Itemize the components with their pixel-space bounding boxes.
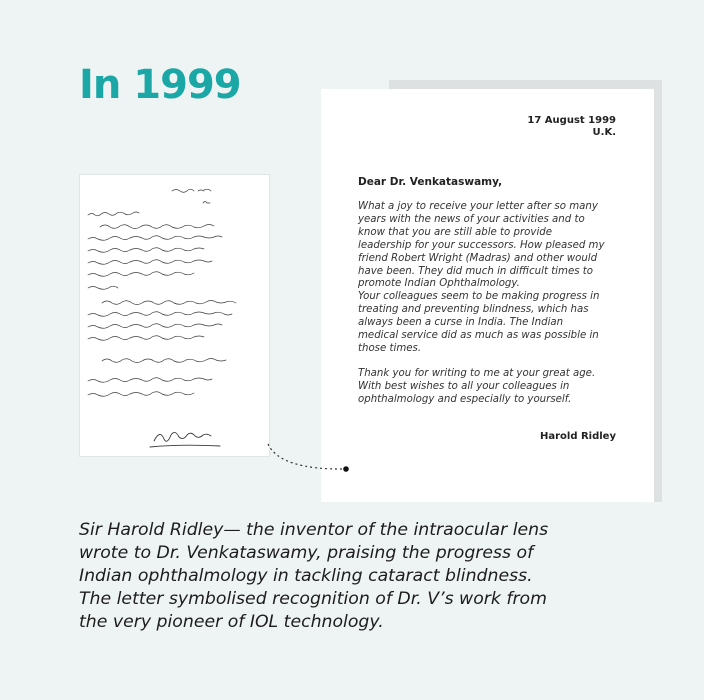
handwriting-icon [80, 175, 269, 456]
letter-line: always been a curse in India. The Indian [358, 317, 564, 329]
letter-body [358, 201, 626, 407]
handwritten-letter-scan [80, 175, 269, 456]
paragraph-gap [358, 356, 626, 368]
letter-line: With best wishes to all your colleagues in [358, 380, 570, 392]
letter-line: medical service did as much as was possible in [358, 330, 599, 342]
transcribed-letter-card [321, 89, 654, 502]
letter-line: What a joy to receive your letter after so many [358, 201, 598, 212]
connector-arrow-icon [260, 440, 360, 480]
caption-line: The letter symbolised recognition of Dr. V’s work from [79, 589, 547, 609]
letter-line: leadership for your successors. How pleased my [358, 239, 605, 251]
letter-line: have been. They did much in difficult times to [358, 265, 593, 277]
card-backdrop-side [654, 80, 662, 502]
page-title: In 1999 [79, 62, 241, 108]
caption-line: wrote to Dr. Venkataswamy, praising the progress of [79, 543, 534, 563]
caption [79, 519, 679, 634]
letter-date: 17 August 1999 [527, 115, 616, 126]
letter-salutation: Dear Dr. Venkataswamy, [358, 176, 503, 188]
letter-line: ophthalmology and especially to yourself. [358, 393, 572, 405]
letter-line: friend Robert Wright (Madras) and other would [358, 252, 598, 264]
letter-line: Your colleagues seem to be making progress in [358, 291, 600, 303]
letter-line: Thank you for writing to me at your great age. [358, 367, 596, 379]
letter-place: U.K. [592, 127, 616, 138]
letter-line: promote Indian Ophthalmology. [358, 278, 520, 290]
caption-line: Indian ophthalmology in tackling cataract blindness. [79, 566, 533, 586]
caption-line: the very pioneer of IOL technology. [79, 612, 384, 632]
letter-line: treating and preventing blindness, which has [358, 304, 589, 316]
letter-header [527, 115, 616, 139]
letter-signature: Harold Ridley [539, 431, 616, 442]
letter-line: years with the news of your activities and to [358, 213, 585, 225]
letter-line: know that you are still able to provide [358, 226, 553, 238]
letter-line: those times. [358, 342, 422, 354]
caption-line: Sir Harold Ridley— the inventor of the intraocular lens [79, 520, 549, 540]
